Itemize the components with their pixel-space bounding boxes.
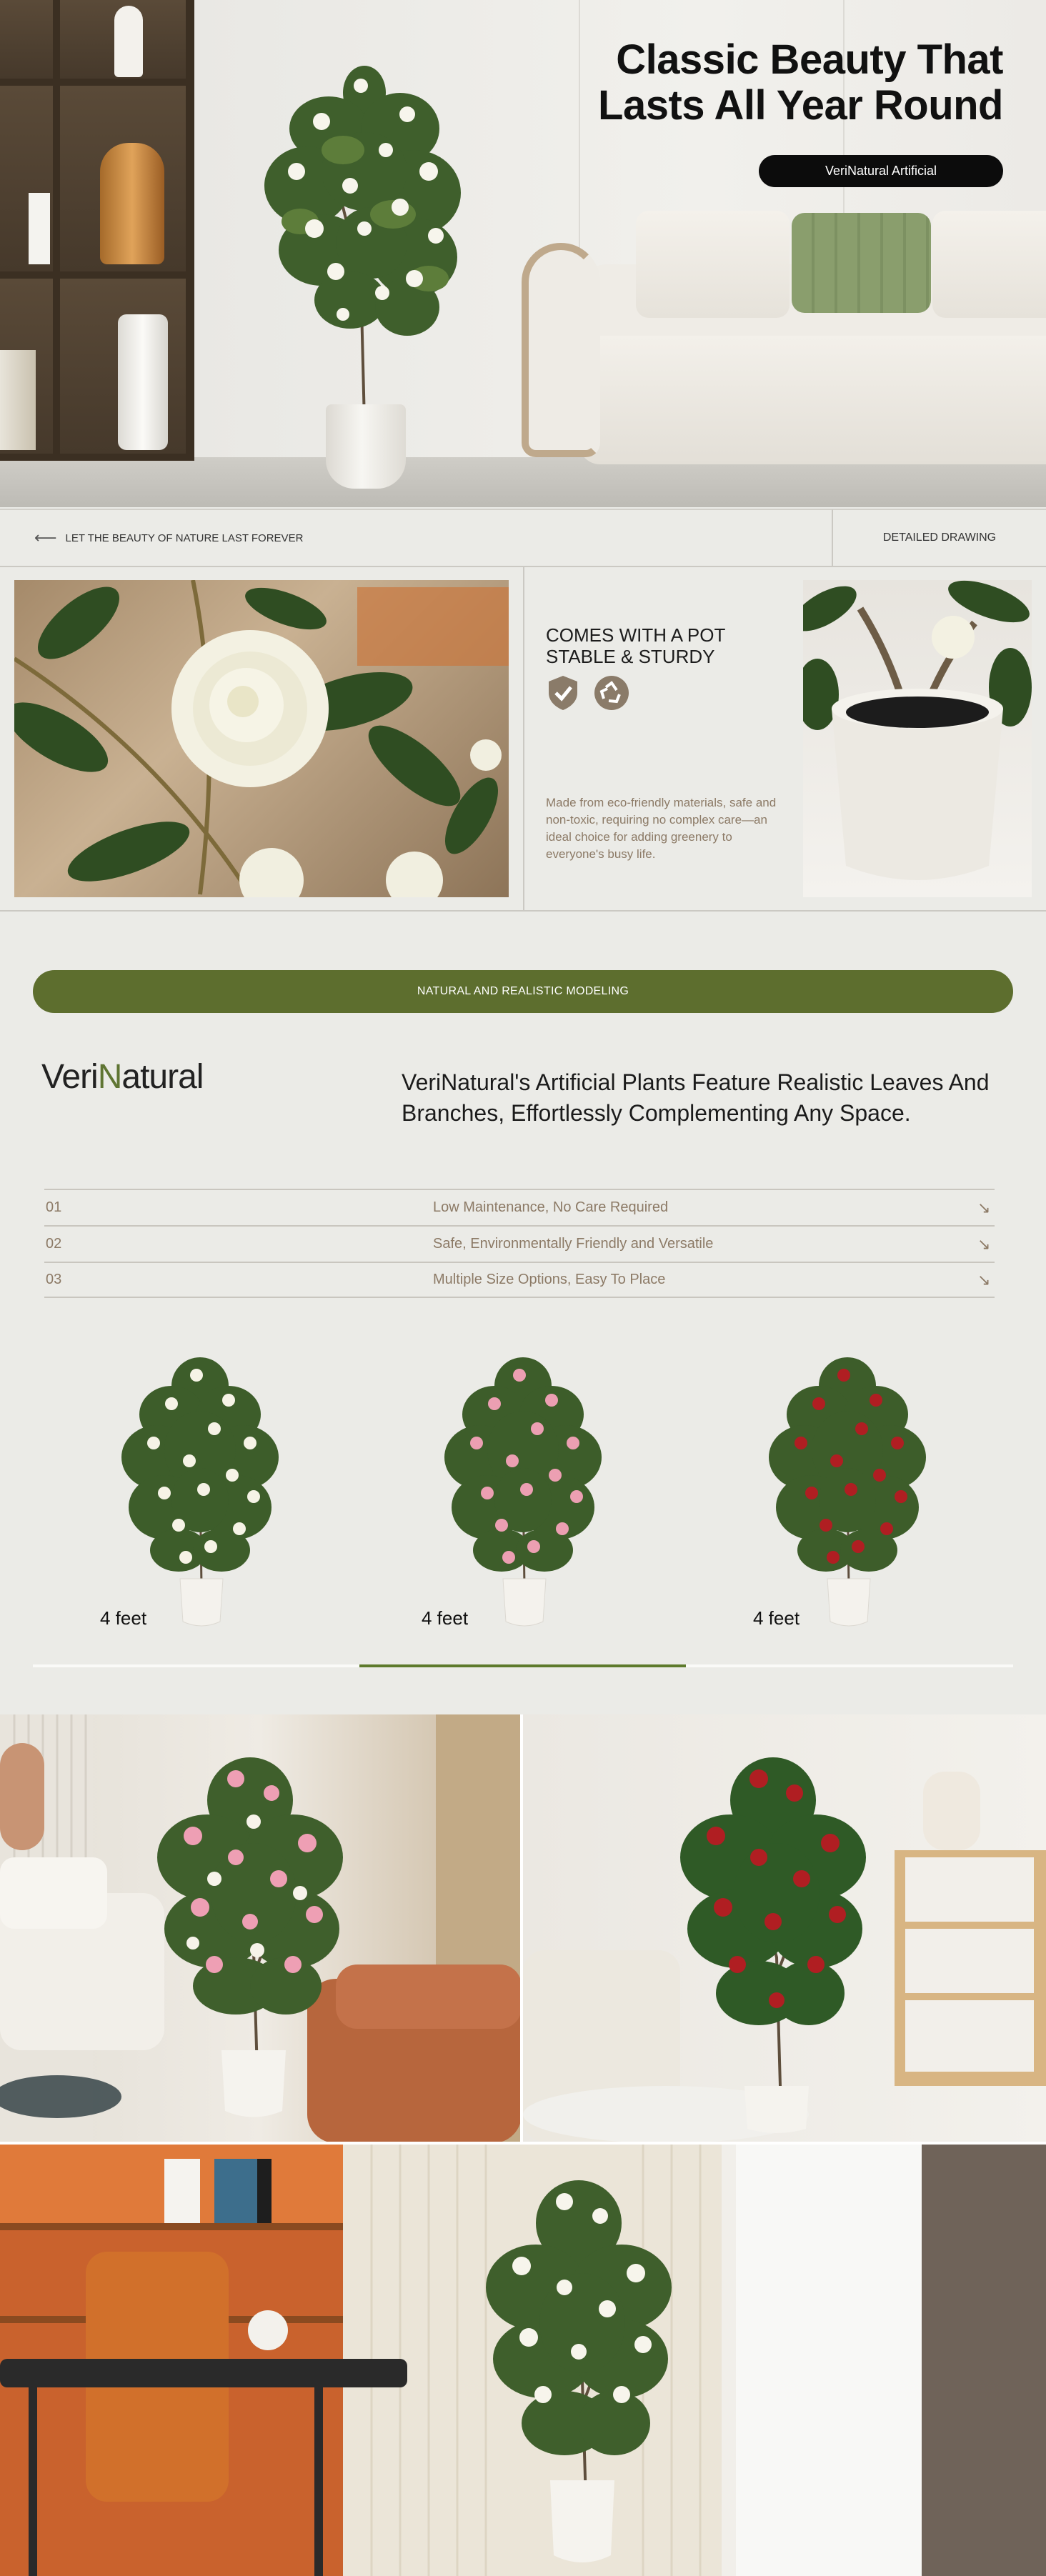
arrow-left-icon: ⟵ (34, 529, 57, 546)
feature-description: Made from eco-friendly materials, safe and non-toxic, requiring no complex care—an ideal choice for adding greenery to everyone's busy life. (546, 796, 777, 861)
gallery-photo-red (523, 1714, 1046, 2142)
logo-prefix: Veri (41, 1058, 98, 1096)
feature-row (0, 567, 1046, 912)
feature-icons (546, 674, 630, 712)
feature-title (546, 624, 725, 667)
variant-card[interactable] (726, 1343, 969, 1643)
hero-banner (0, 0, 1046, 507)
feature-list (44, 1189, 995, 1298)
gallery-photo-office (0, 2145, 1046, 2576)
feature-number: 02 (46, 1236, 62, 1252)
feature-list-row[interactable] (44, 1189, 995, 1225)
gallery-photo-pink (0, 1714, 520, 2142)
variant-card[interactable] (402, 1343, 644, 1643)
sofa (522, 236, 1046, 507)
carousel-progress[interactable] (33, 1664, 1013, 1667)
detailed-drawing-link[interactable]: DETAILED DRAWING (832, 509, 1046, 566)
variant-size-label: 4 feet (753, 1607, 800, 1629)
flower-closeup-photo (14, 580, 509, 897)
logo-accent: N (97, 1058, 122, 1096)
brand-tagline: VeriNatural's Artificial Plants Feature Realistic Leaves And Branches, Effortlessly Complementing Any Space. (402, 1069, 990, 1126)
hero-title-line2: Lasts All Year Round (598, 82, 1003, 129)
recycle-icon (593, 674, 630, 712)
variant-plant-white (79, 1343, 322, 1629)
variant-card[interactable] (79, 1343, 322, 1643)
feature-divider (523, 567, 524, 912)
feature-text: Safe, Environmentally Friendly and Versatile (433, 1236, 714, 1252)
logo-suffix: atural (121, 1058, 204, 1096)
arrow-down-right-icon: ↘ (977, 1270, 991, 1289)
feature-title-line1: COMES WITH A POT (546, 624, 726, 646)
nav-left-label: LET THE BEAUTY OF NATURE LAST FOREVER (65, 531, 304, 544)
bookshelf (0, 0, 194, 461)
shield-check-icon (546, 674, 580, 712)
hero-plant-foliage (236, 64, 493, 421)
arrow-down-right-icon: ↘ (977, 1198, 991, 1217)
arrow-down-right-icon: ↘ (977, 1234, 991, 1253)
feature-list-row[interactable] (44, 1225, 995, 1262)
section-nav-strip (0, 509, 1046, 567)
nav-left[interactable] (0, 529, 832, 547)
variant-size-label: 4 feet (100, 1607, 147, 1629)
feature-title-line2: STABLE & STURDY (546, 646, 715, 667)
feature-text: Multiple Size Options, Easy To Place (433, 1272, 666, 1287)
feature-list-row[interactable] (44, 1262, 995, 1298)
lifestyle-gallery (0, 1714, 1046, 2576)
modeling-banner: NATURAL AND REALISTIC MODELING (33, 970, 1013, 1013)
hero-plant-pot (326, 404, 406, 489)
hero-brand-badge: VeriNatural Artificial (759, 155, 1003, 187)
feature-number: 01 (46, 1199, 62, 1215)
feature-number: 03 (46, 1272, 62, 1287)
pot-closeup-photo (803, 580, 1032, 897)
hero-title-line1: Classic Beauty That (616, 36, 1003, 83)
variant-size-label: 4 feet (422, 1607, 469, 1629)
carousel-progress-fill (359, 1664, 686, 1667)
verinatural-logo (41, 1057, 203, 1097)
variant-plant-pink (402, 1343, 644, 1629)
variant-plant-red (726, 1343, 969, 1629)
hero-title (598, 37, 1003, 129)
feature-text: Low Maintenance, No Care Required (433, 1199, 669, 1215)
